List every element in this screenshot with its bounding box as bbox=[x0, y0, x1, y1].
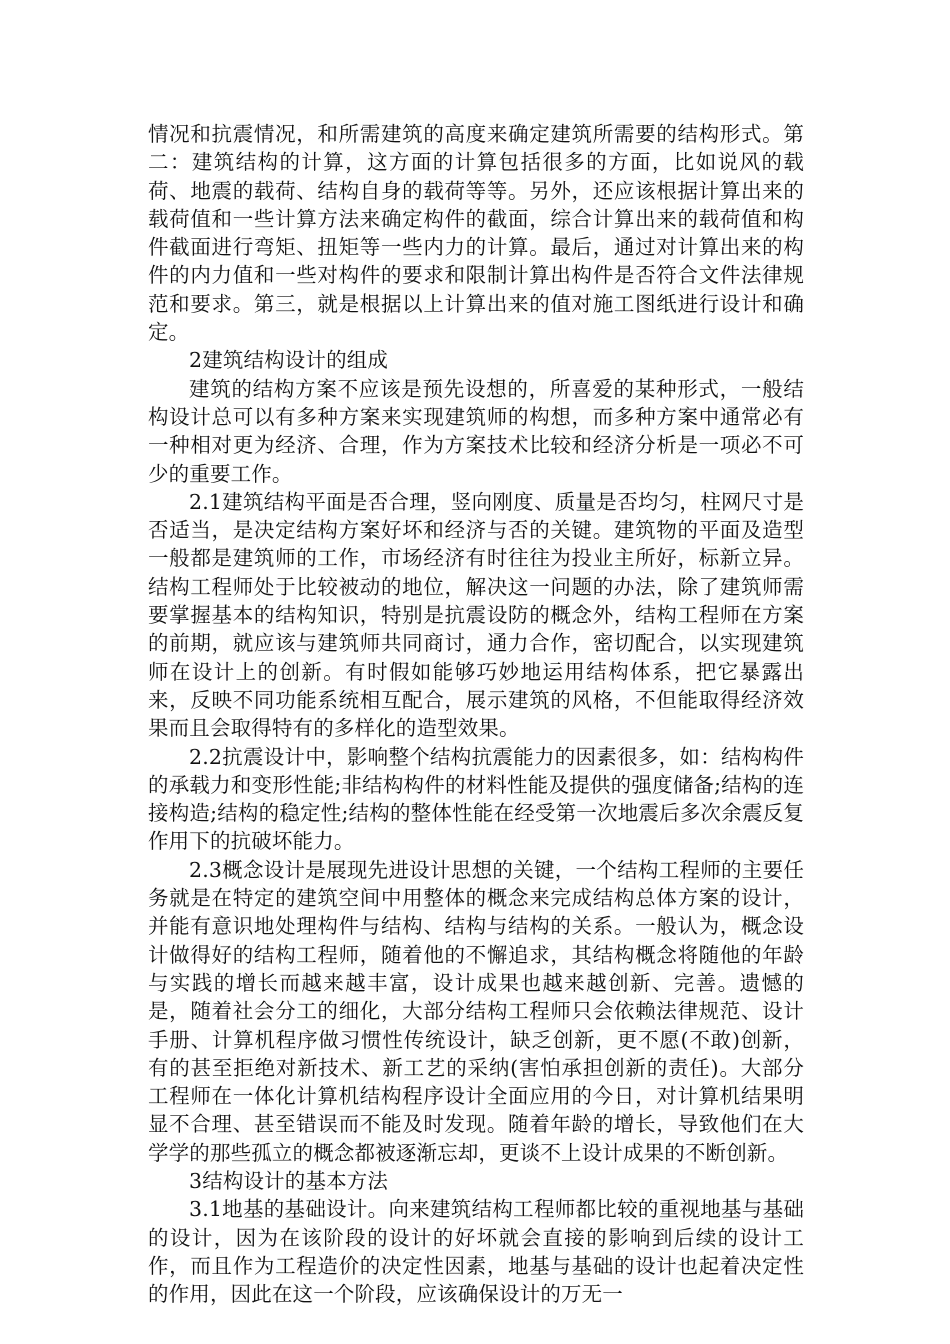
section-heading-3: 3结构设计的基本方法 bbox=[189, 1168, 389, 1193]
body-paragraph-2-2: 2.2抗震设计中，影响整个结构抗震能力的因素很多，如：结构构件的承载力和变形性能;非结构构件的材料性能及提供的强度储备;结构的连接构造;结构的稳定性;结构的整体性能在经受第一次地震后多次余震反复作用下的抗破坏能力。 bbox=[148, 744, 804, 854]
body-paragraph-continued: 情况和抗震情况，和所需建筑的高度来确定建筑所需要的结构形式。第二：建筑结构的计算，这方面的计算包括很多的方面，比如说风的载荷、地震的载荷、结构自身的载荷等等。另外，还应该根据计算出来的载荷值和一些计算方法来确定构件的截面，综合计算出来的载荷值和构件截面进行弯矩、扭矩等一些内力的计算。最后，通过对计算出来的构件的内力值和一些对构件的要求和限制计算出构件是否符合文件法律规范和要求。第三，就是根据以上计算出来的值对施工图纸进行设计和确定。 bbox=[148, 122, 804, 345]
body-paragraph-3-1: 3.1地基的基础设计。向来建筑结构工程师都比较的重视地基与基础的设计，因为在该阶段的设计的好坏就会直接的影响到后续的设计工作，而且作为工程造价的决定性因素，地基与基础的设计也起着决定性的作用，因此在这一个阶段，应该确保设计的万无一 bbox=[148, 1197, 804, 1307]
document-page bbox=[148, 120, 804, 1308]
body-paragraph: 建筑的结构方案不应该是预先设想的，所喜爱的某种形式，一般结构设计总可以有多种方案来实现建筑师的构想，而多种方案中通常必有一种相对更为经济、合理，作为方案技术比较和经济分析是一项必不可少的重要工作。 bbox=[148, 376, 804, 486]
section-heading-2: 2建筑结构设计的组成 bbox=[189, 348, 389, 373]
body-paragraph-2-3: 2.3概念设计是展现先进设计思想的关键，一个结构工程师的主要任务就是在特定的建筑空间中用整体的概念来完成结构总体方案的设计，并能有意识地处理构件与结构、结构与结构的关系。一般认为，概念设计做得好的结构工程师，随着他的不懈追求，其结构概念将随他的年龄与实践的增长而越来越丰富，设计成果也越来越创新、完善。遗憾的是，随着社会分工的细化，大部分结构工程师只会依赖法律规范、设计手册、计算机程序做习惯性传统设计，缺乏创新，更不愿(不敢)创新，有的甚至拒绝对新技术、新工艺的采纳(害怕承担创新的责任)。大部分工程师在一体化计算机结构程序设计全面应用的今日，对计算机结果明显不合理、甚至错误而不能及时发现。随着年龄的增长，导致他们在大学学的那些孤立的概念都被逐渐忘却，更谈不上设计成果的不断创新。 bbox=[148, 857, 804, 1165]
body-paragraph-2-1: 2.1建筑结构平面是否合理，竖向刚度、质量是否均匀，柱网尺寸是否适当，是决定结构方案好坏和经济与否的关键。建筑物的平面及造型一般都是建筑师的工作，市场经济有时往往为投业主所好，标新立异。结构工程师处于比较被动的地位，解决这一问题的办法，除了建筑师需要掌握基本的结构知识，特别是抗震设防的概念外，结构工程师在方案的前期，就应该与建筑师共同商讨，通力合作，密切配合，以实现建筑师在设计上的创新。有时假如能够巧妙地运用结构体系，把它暴露出来，反映不同功能系统相互配合，展示建筑的风格，不但能取得经济效果而且会取得特有的多样化的造型效果。 bbox=[148, 489, 804, 741]
